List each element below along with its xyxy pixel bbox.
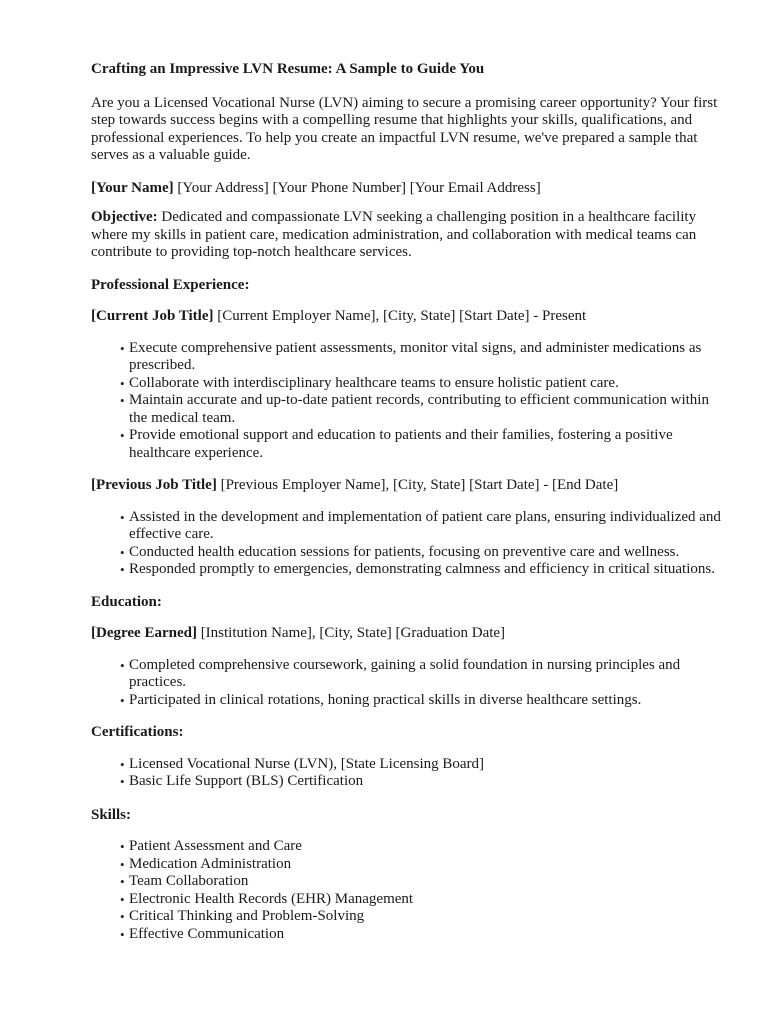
list-item xyxy=(120,925,731,944)
skills-heading: Skills: xyxy=(91,806,132,823)
bullet-icon: • xyxy=(120,509,125,525)
list-item-text: Collaborate with interdisciplinary healthcare teams to ensure holistic patient care. xyxy=(129,374,619,391)
list-item-text: Electronic Health Records (EHR) Management xyxy=(129,890,414,907)
degree-details: [Institution Name], [City, State] [Graduation Date] xyxy=(200,625,506,641)
degree-line xyxy=(91,625,731,643)
current-job-details: [Current Employer Name], [City, State] [Start Date] - Present xyxy=(217,308,587,324)
list-item-text: Critical Thinking and Problem-Solving xyxy=(129,908,365,924)
bullet-icon: • xyxy=(120,375,125,391)
list-item xyxy=(120,392,731,427)
previous-job-line xyxy=(91,477,731,495)
list-item xyxy=(120,855,731,874)
bullet-icon: • xyxy=(120,926,125,942)
list-item xyxy=(120,374,731,393)
list-item xyxy=(120,508,731,544)
bullet-icon: • xyxy=(120,657,125,673)
list-item-text: Participated in clinical rotations, honing practical skills in diverse healthcare settings. xyxy=(129,691,642,708)
bullet-icon: • xyxy=(120,874,125,889)
bullet-icon: • xyxy=(120,839,125,854)
list-item-text: Responded promptly to emergencies, demonstrating calmness and efficiency in critical situations. xyxy=(129,561,715,577)
skills-bullets xyxy=(91,838,731,943)
list-item-text: Maintain accurate and up-to-date patient records, contributing to efficient communication within the medical team. xyxy=(129,392,709,426)
contact-name: [Your Name] xyxy=(91,179,174,196)
list-item xyxy=(120,656,731,692)
experience-heading: Professional Experience: xyxy=(91,276,250,293)
list-item-text: Provide emotional support and education to patients and their families, fostering a positive healthcare experience. xyxy=(129,427,673,461)
list-item-text: Medication Administration xyxy=(129,855,292,872)
current-job-title: [Current Job Title] xyxy=(91,308,214,324)
list-item xyxy=(120,339,731,375)
list-item xyxy=(120,838,731,856)
list-item xyxy=(120,908,731,926)
list-item-text: Effective Communication xyxy=(129,925,285,942)
document-page xyxy=(91,61,731,958)
list-item-text: Team Collaboration xyxy=(129,873,249,889)
list-item-text: Licensed Vocational Nurse (LVN), [State Licensing Board] xyxy=(129,755,485,772)
list-item xyxy=(120,427,731,462)
previous-job-details: [Previous Employer Name], [City, State] [Start Date] - [End Date] xyxy=(220,477,619,493)
bullet-icon: • xyxy=(120,340,125,356)
list-item xyxy=(120,755,731,774)
objective-label: Objective: xyxy=(91,209,158,225)
objective-paragraph xyxy=(91,209,731,262)
list-item-text: Assisted in the development and implementation of patient care plans, ensuring individualized and effective care. xyxy=(129,508,721,542)
list-item xyxy=(120,773,731,791)
contact-details: [Your Address] [Your Phone Number] [Your Email Address] xyxy=(177,179,541,196)
bullet-icon: • xyxy=(120,891,125,907)
list-item xyxy=(120,691,731,710)
education-bullets xyxy=(91,657,731,710)
intro-paragraph: Are you a Licensed Vocational Nurse (LVN) aiming to secure a promising career opportunity? Your first step towards success begins with a compelling resume that highlights your skills, qualifications, and professional experiences. To help you create an impactful LVN resume, we've prepared a sample that serves as a valuable guide. xyxy=(91,94,718,163)
list-item xyxy=(120,873,731,891)
list-item-text: Execute comprehensive patient assessments, monitor vital signs, and administer medications as prescribed. xyxy=(129,339,702,373)
bullet-icon: • xyxy=(120,393,125,408)
current-job-line xyxy=(91,308,731,326)
bullet-icon: • xyxy=(120,774,125,789)
bullet-icon: • xyxy=(120,909,125,924)
bullet-icon: • xyxy=(120,856,125,872)
objective-text: Dedicated and compassionate LVN seeking a challenging position in a healthcare facility where my skills in patient care, medication administration, and collaboration with medical teams can contribute to providing top-notch healthcare services. xyxy=(91,209,697,260)
list-item-text: Patient Assessment and Care xyxy=(129,838,302,854)
bullet-icon: • xyxy=(120,692,125,708)
certifications-bullets xyxy=(91,756,731,791)
bullet-icon: • xyxy=(120,428,125,443)
list-item xyxy=(120,890,731,909)
document-title: Crafting an Impressive LVN Resume: A Sample to Guide You xyxy=(91,61,485,77)
previous-job-title: [Previous Job Title] xyxy=(91,477,217,493)
list-item-text: Basic Life Support (BLS) Certification xyxy=(129,773,364,789)
bullet-icon: • xyxy=(120,544,125,560)
contact-line xyxy=(91,180,731,198)
list-item-text: Conducted health education sessions for patients, focusing on preventive care and wellness. xyxy=(129,543,680,560)
education-heading: Education: xyxy=(91,593,162,610)
previous-job-bullets xyxy=(91,509,731,579)
bullet-icon: • xyxy=(120,756,125,772)
current-job-bullets xyxy=(91,340,731,463)
list-item xyxy=(120,561,731,579)
degree-title: [Degree Earned] xyxy=(91,625,197,641)
list-item-text: Completed comprehensive coursework, gaining a solid foundation in nursing principles and practices. xyxy=(129,656,681,690)
list-item xyxy=(120,543,731,562)
bullet-icon: • xyxy=(120,562,125,577)
certifications-heading: Certifications: xyxy=(91,724,184,740)
